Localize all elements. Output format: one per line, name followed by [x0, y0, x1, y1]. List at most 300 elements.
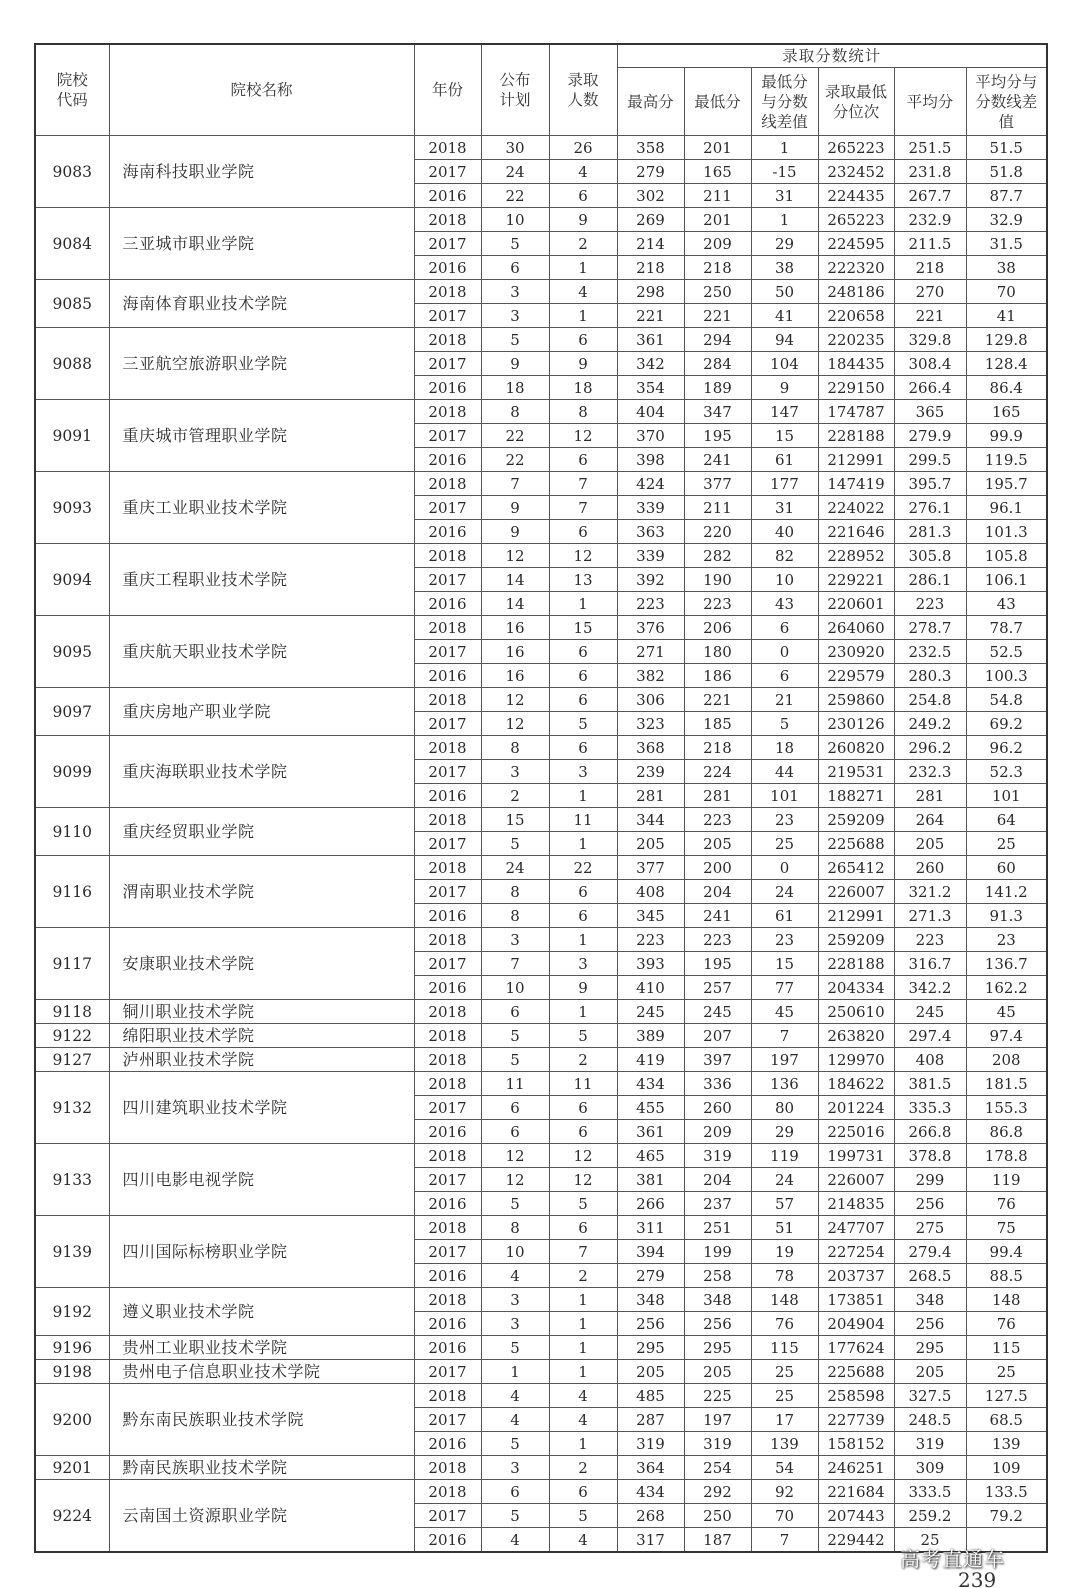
avg-cell: 205	[894, 1360, 966, 1384]
table-row	[35, 1288, 1047, 1312]
min-cell: 257	[684, 976, 751, 1000]
plan-cell: 4	[481, 1264, 549, 1288]
avg-diff-cell: 75	[966, 1216, 1047, 1240]
plan-cell: 8	[481, 400, 549, 424]
school-name-cell: 贵州工业职业技术学院	[109, 1336, 414, 1360]
year-cell: 2016	[414, 664, 481, 688]
avg-diff-cell: 105.8	[966, 544, 1047, 568]
min-cell: 199	[684, 1240, 751, 1264]
min-rank-cell: 229442	[818, 1528, 894, 1553]
min-diff-cell: 41	[751, 304, 818, 328]
table-row	[35, 928, 1047, 952]
header-min-rank: 录取最低分位次	[818, 68, 894, 136]
school-name-cell: 云南国土资源职业学院	[109, 1480, 414, 1553]
avg-cell: 335.3	[894, 1096, 966, 1120]
avg-diff-cell: 54.8	[966, 688, 1047, 712]
year-cell: 2017	[414, 160, 481, 184]
min-cell: 336	[684, 1072, 751, 1096]
table-row	[35, 1216, 1047, 1240]
plan-cell: 5	[481, 1504, 549, 1528]
avg-cell: 254.8	[894, 688, 966, 712]
avg-diff-cell: 127.5	[966, 1384, 1047, 1408]
min-cell: 221	[684, 304, 751, 328]
year-cell: 2017	[414, 232, 481, 256]
year-cell: 2016	[414, 976, 481, 1000]
min-rank-cell: 147419	[818, 472, 894, 496]
min-rank-cell: 230920	[818, 640, 894, 664]
min-rank-cell: 177624	[818, 1336, 894, 1360]
year-cell: 2018	[414, 544, 481, 568]
plan-cell: 5	[481, 328, 549, 352]
admitted-cell: 4	[549, 1384, 617, 1408]
year-cell: 2018	[414, 1480, 481, 1504]
plan-cell: 12	[481, 688, 549, 712]
min-rank-cell: 214835	[818, 1192, 894, 1216]
avg-diff-cell: 119.5	[966, 448, 1047, 472]
school-name-cell: 重庆房地产职业学院	[109, 688, 414, 736]
school-name-cell: 绵阳职业技术学院	[109, 1024, 414, 1048]
school-name-cell: 重庆工业职业技术学院	[109, 472, 414, 544]
avg-diff-cell: 208	[966, 1048, 1047, 1072]
min-diff-cell: 6	[751, 616, 818, 640]
avg-diff-cell: 148	[966, 1288, 1047, 1312]
plan-cell: 14	[481, 592, 549, 616]
min-cell: 185	[684, 712, 751, 736]
avg-diff-cell: 99.9	[966, 424, 1047, 448]
avg-diff-cell: 100.3	[966, 664, 1047, 688]
min-cell: 250	[684, 280, 751, 304]
avg-diff-cell: 119	[966, 1168, 1047, 1192]
min-diff-cell: 40	[751, 520, 818, 544]
school-code-cell: 9122	[35, 1024, 109, 1048]
min-diff-cell: 82	[751, 544, 818, 568]
year-cell: 2016	[414, 1528, 481, 1553]
plan-cell: 2	[481, 784, 549, 808]
max-cell: 465	[617, 1144, 684, 1168]
plan-cell: 10	[481, 1240, 549, 1264]
avg-cell: 266.4	[894, 376, 966, 400]
avg-cell: 378.8	[894, 1144, 966, 1168]
avg-diff-cell: 96.1	[966, 496, 1047, 520]
max-cell: 434	[617, 1480, 684, 1504]
min-diff-cell: 15	[751, 424, 818, 448]
header-year: 年份	[414, 44, 481, 136]
admitted-cell: 6	[549, 328, 617, 352]
year-cell: 2018	[414, 856, 481, 880]
min-cell: 180	[684, 640, 751, 664]
admitted-cell: 2	[549, 1048, 617, 1072]
plan-cell: 30	[481, 136, 549, 160]
min-cell: 282	[684, 544, 751, 568]
min-diff-cell: 23	[751, 928, 818, 952]
min-rank-cell: 232452	[818, 160, 894, 184]
min-rank-cell: 230126	[818, 712, 894, 736]
avg-cell: 296.2	[894, 736, 966, 760]
min-rank-cell: 173851	[818, 1288, 894, 1312]
admitted-cell: 1	[549, 1360, 617, 1384]
min-cell: 223	[684, 592, 751, 616]
admitted-cell: 11	[549, 1072, 617, 1096]
school-name-cell: 贵州电子信息职业技术学院	[109, 1360, 414, 1384]
admitted-cell: 3	[549, 952, 617, 976]
max-cell: 269	[617, 208, 684, 232]
max-cell: 317	[617, 1528, 684, 1553]
admitted-cell: 6	[549, 1120, 617, 1144]
max-cell: 394	[617, 1240, 684, 1264]
min-rank-cell: 259209	[818, 928, 894, 952]
min-diff-cell: 7	[751, 1528, 818, 1553]
min-rank-cell: 212991	[818, 904, 894, 928]
admitted-cell: 12	[549, 424, 617, 448]
max-cell: 404	[617, 400, 684, 424]
year-cell: 2016	[414, 448, 481, 472]
min-rank-cell: 224595	[818, 232, 894, 256]
avg-cell: 281.3	[894, 520, 966, 544]
table-row	[35, 1000, 1047, 1024]
admitted-cell: 7	[549, 496, 617, 520]
avg-diff-cell: 136.7	[966, 952, 1047, 976]
avg-diff-cell: 52.5	[966, 640, 1047, 664]
min-cell: 200	[684, 856, 751, 880]
school-name-cell: 四川建筑职业技术学院	[109, 1072, 414, 1144]
year-cell: 2016	[414, 1120, 481, 1144]
min-cell: 258	[684, 1264, 751, 1288]
admitted-cell: 1	[549, 1000, 617, 1024]
min-rank-cell: 184622	[818, 1072, 894, 1096]
header-min-score: 最低分	[684, 68, 751, 136]
avg-cell: 308.4	[894, 352, 966, 376]
max-cell: 368	[617, 736, 684, 760]
table-row	[35, 688, 1047, 712]
max-cell: 302	[617, 184, 684, 208]
plan-cell: 7	[481, 952, 549, 976]
avg-cell: 232.5	[894, 640, 966, 664]
min-rank-cell: 259209	[818, 808, 894, 832]
avg-diff-cell: 88.5	[966, 1264, 1047, 1288]
min-rank-cell: 221684	[818, 1480, 894, 1504]
school-name-cell: 三亚城市职业学院	[109, 208, 414, 280]
min-cell: 220	[684, 520, 751, 544]
avg-diff-cell: 128.4	[966, 352, 1047, 376]
avg-cell: 329.8	[894, 328, 966, 352]
avg-cell: 295	[894, 1336, 966, 1360]
school-name-cell: 黔东南民族职业技术学院	[109, 1384, 414, 1456]
year-cell: 2018	[414, 928, 481, 952]
admitted-cell: 6	[549, 1216, 617, 1240]
school-code-cell: 9094	[35, 544, 109, 616]
admitted-cell: 6	[549, 184, 617, 208]
avg-diff-cell: 129.8	[966, 328, 1047, 352]
admitted-cell: 5	[549, 1024, 617, 1048]
table-row	[35, 136, 1047, 160]
year-cell: 2018	[414, 1216, 481, 1240]
avg-cell: 271.3	[894, 904, 966, 928]
min-rank-cell: 199731	[818, 1144, 894, 1168]
plan-cell: 4	[481, 1408, 549, 1432]
avg-diff-cell: 87.7	[966, 184, 1047, 208]
avg-diff-cell: 41	[966, 304, 1047, 328]
min-cell: 195	[684, 952, 751, 976]
max-cell: 485	[617, 1384, 684, 1408]
max-cell: 376	[617, 616, 684, 640]
plan-cell: 6	[481, 256, 549, 280]
plan-cell: 4	[481, 1384, 549, 1408]
min-rank-cell: 264060	[818, 616, 894, 640]
min-diff-cell: 31	[751, 496, 818, 520]
min-diff-cell: 77	[751, 976, 818, 1000]
max-cell: 323	[617, 712, 684, 736]
min-cell: 397	[684, 1048, 751, 1072]
plan-cell: 4	[481, 1528, 549, 1553]
min-cell: 254	[684, 1456, 751, 1480]
min-rank-cell: 259860	[818, 688, 894, 712]
avg-cell: 275	[894, 1216, 966, 1240]
min-cell: 294	[684, 328, 751, 352]
min-diff-cell: 43	[751, 592, 818, 616]
min-cell: 347	[684, 400, 751, 424]
page-number: 239	[958, 1568, 997, 1588]
admitted-cell: 9	[549, 352, 617, 376]
admitted-cell: 1	[549, 1336, 617, 1360]
admitted-cell: 4	[549, 160, 617, 184]
min-rank-cell: 258598	[818, 1384, 894, 1408]
avg-diff-cell: 96.2	[966, 736, 1047, 760]
min-rank-cell: 228188	[818, 952, 894, 976]
plan-cell: 10	[481, 976, 549, 1000]
max-cell: 223	[617, 592, 684, 616]
header-published-plan: 公布计划	[481, 44, 549, 136]
plan-cell: 16	[481, 664, 549, 688]
max-cell: 298	[617, 280, 684, 304]
plan-cell: 6	[481, 1120, 549, 1144]
table-row	[35, 208, 1047, 232]
avg-diff-cell: 38	[966, 256, 1047, 280]
min-cell: 224	[684, 760, 751, 784]
admission-score-table	[34, 43, 1048, 1553]
plan-cell: 24	[481, 856, 549, 880]
min-diff-cell: 38	[751, 256, 818, 280]
plan-cell: 12	[481, 1144, 549, 1168]
plan-cell: 8	[481, 904, 549, 928]
avg-cell: 232.9	[894, 208, 966, 232]
plan-cell: 5	[481, 232, 549, 256]
year-cell: 2017	[414, 832, 481, 856]
avg-cell: 248.5	[894, 1408, 966, 1432]
year-cell: 2016	[414, 256, 481, 280]
min-diff-cell: 7	[751, 1024, 818, 1048]
admitted-cell: 2	[549, 1264, 617, 1288]
year-cell: 2017	[414, 1168, 481, 1192]
admitted-cell: 1	[549, 1288, 617, 1312]
max-cell: 381	[617, 1168, 684, 1192]
min-diff-cell: 29	[751, 1120, 818, 1144]
avg-diff-cell: 32.9	[966, 208, 1047, 232]
school-name-cell: 铜川职业技术学院	[109, 1000, 414, 1024]
max-cell: 370	[617, 424, 684, 448]
min-diff-cell: 92	[751, 1480, 818, 1504]
max-cell: 205	[617, 1360, 684, 1384]
avg-cell: 231.8	[894, 160, 966, 184]
avg-cell: 342.2	[894, 976, 966, 1000]
school-code-cell: 9093	[35, 472, 109, 544]
admitted-cell: 6	[549, 688, 617, 712]
school-name-cell: 重庆工程职业技术学院	[109, 544, 414, 616]
plan-cell: 5	[481, 1024, 549, 1048]
min-cell: 206	[684, 616, 751, 640]
admitted-cell: 6	[549, 520, 617, 544]
max-cell: 434	[617, 1072, 684, 1096]
min-diff-cell: 104	[751, 352, 818, 376]
year-cell: 2016	[414, 376, 481, 400]
max-cell: 392	[617, 568, 684, 592]
avg-diff-cell: 86.8	[966, 1120, 1047, 1144]
min-cell: 237	[684, 1192, 751, 1216]
max-cell: 382	[617, 664, 684, 688]
min-diff-cell: 6	[751, 664, 818, 688]
school-name-cell: 泸州职业技术学院	[109, 1048, 414, 1072]
min-rank-cell: 184435	[818, 352, 894, 376]
min-rank-cell: 219531	[818, 760, 894, 784]
school-code-cell: 9198	[35, 1360, 109, 1384]
admitted-cell: 5	[549, 1192, 617, 1216]
plan-cell: 5	[481, 1336, 549, 1360]
min-rank-cell: 228952	[818, 544, 894, 568]
avg-diff-cell: 133.5	[966, 1480, 1047, 1504]
min-rank-cell: 229579	[818, 664, 894, 688]
avg-cell: 249.2	[894, 712, 966, 736]
min-rank-cell: 174787	[818, 400, 894, 424]
min-rank-cell: 265223	[818, 136, 894, 160]
avg-cell: 256	[894, 1192, 966, 1216]
min-diff-cell: 23	[751, 808, 818, 832]
min-rank-cell: 207443	[818, 1504, 894, 1528]
admitted-cell: 12	[549, 1168, 617, 1192]
plan-cell: 8	[481, 880, 549, 904]
avg-diff-cell: 165	[966, 400, 1047, 424]
min-diff-cell: 24	[751, 880, 818, 904]
year-cell: 2017	[414, 1360, 481, 1384]
max-cell: 339	[617, 496, 684, 520]
year-cell: 2018	[414, 1384, 481, 1408]
table-body	[35, 136, 1047, 1553]
max-cell: 281	[617, 784, 684, 808]
table-row	[35, 808, 1047, 832]
admitted-cell: 12	[549, 1144, 617, 1168]
avg-cell: 333.5	[894, 1480, 966, 1504]
year-cell: 2017	[414, 640, 481, 664]
max-cell: 221	[617, 304, 684, 328]
min-rank-cell: 260820	[818, 736, 894, 760]
min-diff-cell: 76	[751, 1312, 818, 1336]
school-name-cell: 安康职业技术学院	[109, 928, 414, 1000]
min-cell: 348	[684, 1288, 751, 1312]
school-code-cell: 9085	[35, 280, 109, 328]
max-cell: 408	[617, 880, 684, 904]
min-rank-cell: 212991	[818, 448, 894, 472]
avg-diff-cell: 162.2	[966, 976, 1047, 1000]
plan-cell: 5	[481, 1192, 549, 1216]
school-code-cell: 9133	[35, 1144, 109, 1216]
min-cell: 207	[684, 1024, 751, 1048]
avg-cell: 268.5	[894, 1264, 966, 1288]
school-code-cell: 9095	[35, 616, 109, 688]
min-rank-cell: 225016	[818, 1120, 894, 1144]
admitted-cell: 6	[549, 1480, 617, 1504]
min-diff-cell: 177	[751, 472, 818, 496]
table-row	[35, 1144, 1047, 1168]
avg-diff-cell: 60	[966, 856, 1047, 880]
min-rank-cell: 226007	[818, 880, 894, 904]
plan-cell: 5	[481, 1048, 549, 1072]
min-cell: 201	[684, 136, 751, 160]
max-cell: 319	[617, 1432, 684, 1456]
header-max-score: 最高分	[617, 68, 684, 136]
year-cell: 2016	[414, 592, 481, 616]
year-cell: 2018	[414, 1456, 481, 1480]
min-diff-cell: 78	[751, 1264, 818, 1288]
watermark: 高考直通车	[900, 1547, 1005, 1571]
admitted-cell: 18	[549, 376, 617, 400]
min-rank-cell: 263820	[818, 1024, 894, 1048]
admitted-cell: 3	[549, 760, 617, 784]
admitted-cell: 1	[549, 592, 617, 616]
year-cell: 2018	[414, 688, 481, 712]
min-cell: 377	[684, 472, 751, 496]
year-cell: 2017	[414, 1408, 481, 1432]
min-rank-cell: 203737	[818, 1264, 894, 1288]
min-cell: 218	[684, 736, 751, 760]
year-cell: 2018	[414, 1072, 481, 1096]
avg-cell: 280.3	[894, 664, 966, 688]
school-code-cell: 9097	[35, 688, 109, 736]
avg-cell: 276.1	[894, 496, 966, 520]
avg-diff-cell: 79.2	[966, 1504, 1047, 1528]
max-cell: 339	[617, 544, 684, 568]
min-cell: 204	[684, 1168, 751, 1192]
header-avg-diff: 平均分与分数线差值	[966, 68, 1047, 136]
year-cell: 2017	[414, 424, 481, 448]
school-code-cell: 9091	[35, 400, 109, 472]
admitted-cell: 1	[549, 1312, 617, 1336]
min-cell: 165	[684, 160, 751, 184]
admitted-cell: 1	[549, 784, 617, 808]
min-diff-cell: 1	[751, 208, 818, 232]
avg-cell: 309	[894, 1456, 966, 1480]
min-cell: 186	[684, 664, 751, 688]
table-row	[35, 328, 1047, 352]
year-cell: 2018	[414, 280, 481, 304]
max-cell: 268	[617, 1504, 684, 1528]
plan-cell: 18	[481, 376, 549, 400]
avg-cell: 305.8	[894, 544, 966, 568]
avg-cell: 316.7	[894, 952, 966, 976]
table-row	[35, 856, 1047, 880]
max-cell: 345	[617, 904, 684, 928]
min-diff-cell: 25	[751, 1360, 818, 1384]
max-cell: 358	[617, 136, 684, 160]
avg-cell: 348	[894, 1288, 966, 1312]
admitted-cell: 1	[549, 304, 617, 328]
avg-cell: 211.5	[894, 232, 966, 256]
admission-table-sheet	[34, 43, 1046, 1553]
year-cell: 2016	[414, 520, 481, 544]
plan-cell: 3	[481, 928, 549, 952]
table-row	[35, 1024, 1047, 1048]
admitted-cell: 6	[549, 904, 617, 928]
admitted-cell: 4	[549, 280, 617, 304]
admitted-cell: 4	[549, 1528, 617, 1553]
admitted-cell: 7	[549, 1240, 617, 1264]
